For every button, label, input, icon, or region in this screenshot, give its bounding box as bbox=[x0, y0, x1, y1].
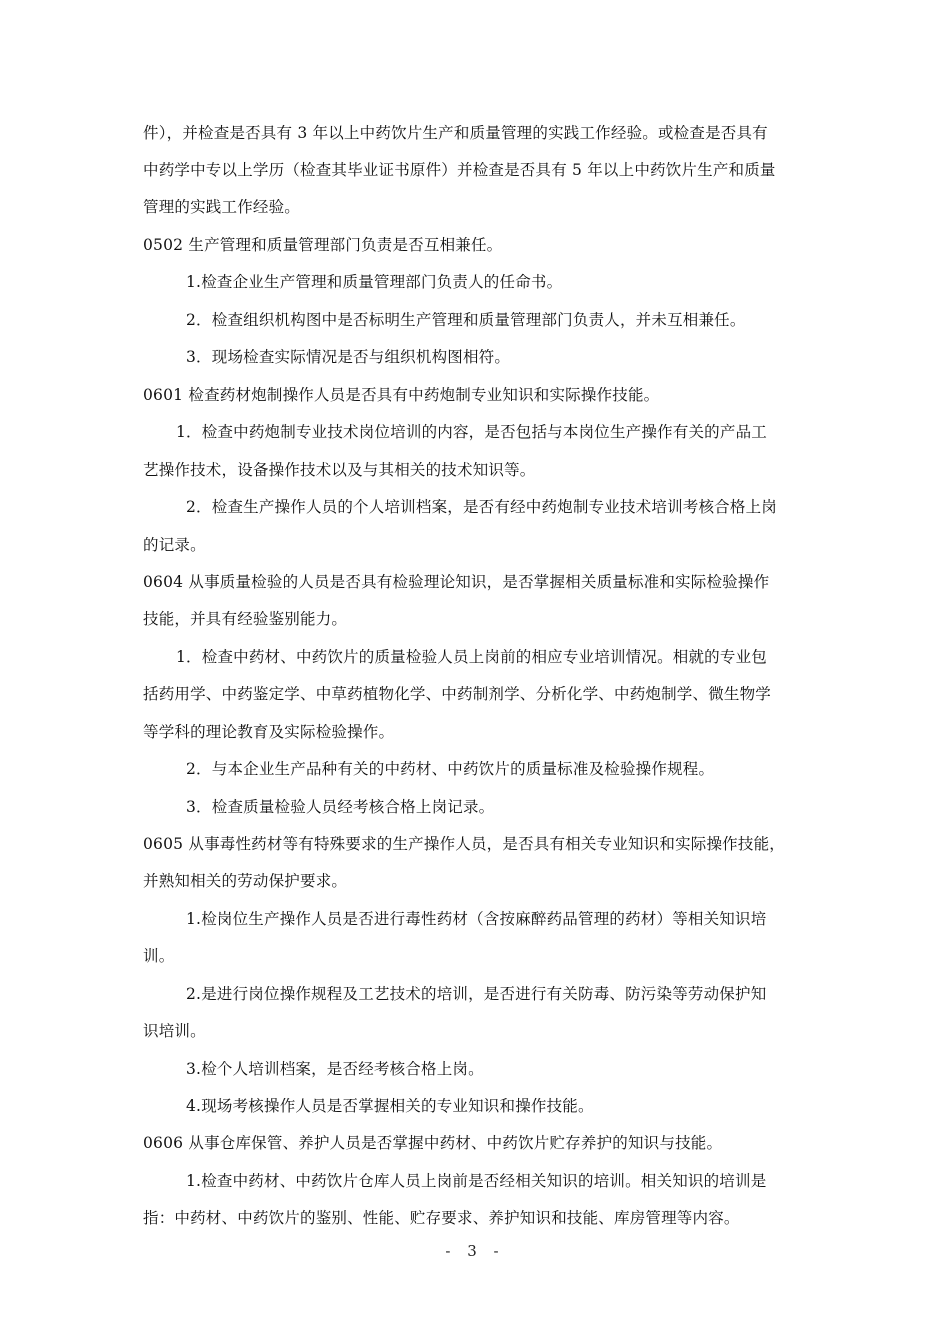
text-line: 2.是进行岗位操作规程及工艺技术的培训，是否进行有关防毒、防污染等劳动保护知 bbox=[186, 985, 767, 1003]
text-line: 3．现场检查实际情况是否与组织机构图相符。 bbox=[186, 348, 511, 366]
section-heading-0604: 0604 从事质量检验的人员是否具有检验理论知识，是否掌握相关质量标准和实际检验操作 bbox=[143, 573, 770, 591]
text-line: 训。 bbox=[143, 947, 175, 965]
text-line: 并熟知相关的劳动保护要求。 bbox=[143, 872, 348, 890]
text-line: 4.现场考核操作人员是否掌握相关的专业知识和操作技能。 bbox=[186, 1097, 594, 1115]
text-line: 件），并检查是否具有 3 年以上中药饮片生产和质量管理的实践工作经验。或检查是否具有 bbox=[143, 124, 768, 142]
text-line: 2．检查生产操作人员的个人培训档案，是否有经中药炮制专业技术培训考核合格上岗 bbox=[186, 498, 777, 516]
section-heading-0606: 0606 从事仓库保管、养护人员是否掌握中药材、中药饮片贮存养护的知识与技能。 bbox=[143, 1134, 723, 1152]
text-line: 1.检查中药材、中药饮片仓库人员上岗前是否经相关知识的培训。相关知识的培训是 bbox=[186, 1172, 767, 1190]
section-heading-0502: 0502 生产管理和质量管理部门负责是否互相兼任。 bbox=[143, 236, 503, 254]
text-line: 中药学中专以上学历（检查其毕业证书原件）并检查是否具有 5 年以上中药饮片生产和质量 bbox=[143, 161, 776, 179]
text-line: 指：中药材、中药饮片的鉴别、性能、贮存要求、养护知识和技能、库房管理等内容。 bbox=[143, 1209, 740, 1227]
text-line: 1．检查中药材、中药饮片的质量检验人员上岗前的相应专业培训情况。相就的专业包 bbox=[176, 648, 767, 666]
text-line: 1.检查企业生产管理和质量管理部门负责人的任命书。 bbox=[186, 273, 563, 291]
text-line: 3．检查质量检验人员经考核合格上岗记录。 bbox=[186, 798, 495, 816]
section-heading-0601: 0601 检查药材炮制操作人员是否具有中药炮制专业知识和实际操作技能。 bbox=[143, 386, 660, 404]
text-line: 技能，并具有经验鉴别能力。 bbox=[143, 610, 348, 628]
text-line: 括药用学、中药鉴定学、中草药植物化学、中药制剂学、分析化学、中药炮制学、微生物学 bbox=[143, 685, 772, 703]
text-line: 1．检查中药炮制专业技术岗位培训的内容，是否包括与本岗位生产操作有关的产品工 bbox=[176, 423, 767, 441]
page-number: - 3 - bbox=[445, 1242, 505, 1260]
text-line: 的记录。 bbox=[143, 536, 206, 554]
text-line: 等学科的理论教育及实际检验操作。 bbox=[143, 723, 395, 741]
text-line: 2．检查组织机构图中是否标明生产管理和质量管理部门负责人，并未互相兼任。 bbox=[186, 311, 746, 329]
text-line: 管理的实践工作经验。 bbox=[143, 198, 301, 216]
text-line: 3.检个人培训档案，是否经考核合格上岗。 bbox=[186, 1060, 484, 1078]
text-line: 2．与本企业生产品种有关的中药材、中药饮片的质量标准及检验操作规程。 bbox=[186, 760, 715, 778]
text-line: 1.检岗位生产操作人员是否进行毒性药材（含按麻醉药品管理的药材）等相关知识培 bbox=[186, 910, 767, 928]
section-heading-0605: 0605 从事毒性药材等有特殊要求的生产操作人员，是否具有相关专业知识和实际操作技能， bbox=[143, 835, 785, 853]
text-line: 艺操作技术，设备操作技术以及与其相关的技术知识等。 bbox=[143, 461, 536, 479]
text-line: 识培训。 bbox=[143, 1022, 206, 1040]
